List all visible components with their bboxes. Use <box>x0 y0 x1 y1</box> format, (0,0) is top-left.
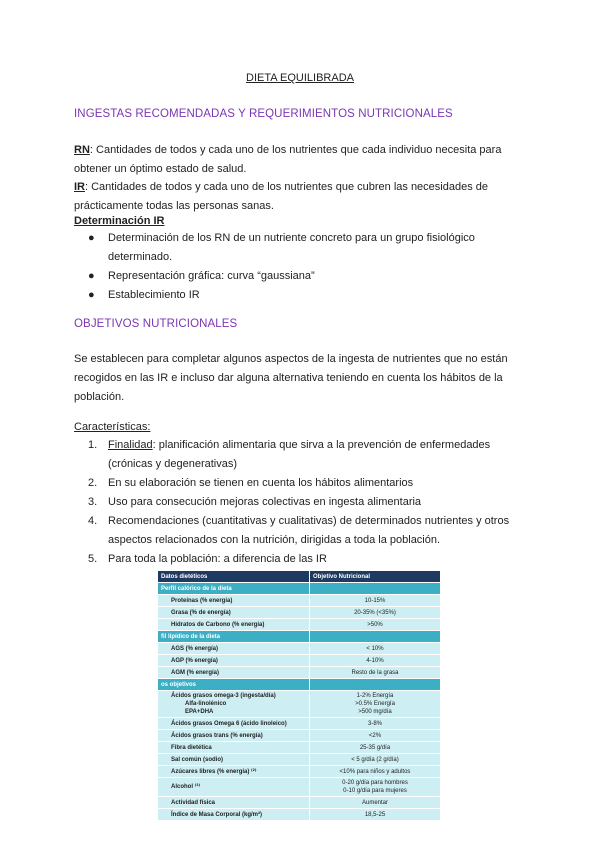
list-item: 5. Para toda la población: a diferencia de las IR <box>88 553 327 565</box>
table-row: Grasa (% de energía) 20-35% (<35%) <box>158 607 441 619</box>
table-header-cell: Objetivo Nutricional <box>310 571 441 583</box>
rn-label: RN <box>74 144 90 156</box>
table-header-cell: Datos dietéticos <box>158 571 310 583</box>
table-row: Actividad física Aumentar <box>158 797 441 809</box>
caracteristicas-label: Características: <box>74 421 151 433</box>
section-label: os objetivos <box>158 679 310 691</box>
table-row: Índice de Masa Corporal (kg/m²) 18,5-25 <box>158 809 441 821</box>
table-row: Azúcares libres (% energía) ⁽²⁾ <10% para niños y adultos <box>158 766 441 778</box>
list-item: ● Establecimiento IR <box>88 286 528 305</box>
section-heading-objetivos: OBJETIVOS NUTRICIONALES <box>74 318 238 330</box>
determinacion-label: Determinación IR <box>74 215 165 227</box>
table-row: AGM (% energía) Resto de la grasa <box>158 667 441 679</box>
section-label: Perfil calórico de la dieta <box>158 583 310 595</box>
bullet-icon: ● <box>88 270 95 282</box>
list-item: 3. Uso para consecución mejoras colectivas en ingesta alimentaria <box>88 496 422 508</box>
ir-label: IR <box>74 181 85 193</box>
nutritional-objectives-table <box>157 570 441 821</box>
ir-text: : Cantidades de todos y cada uno de los nutrientes que cubren las necesidades de prácticamente todas las personas sanas. <box>74 181 488 212</box>
table-row: Sal común (sodio) < 5 g/día (2 g/día) <box>158 754 441 766</box>
document-title: DIETA EQUILIBRADA <box>246 72 354 84</box>
table-row-omega3: Ácidos grasos omega-3 (ingesta/día) Alfa-linolénico EPA+DHA 1-2% Energía >0.5% Energía >500 mg/día <box>158 691 441 718</box>
bullet-icon: ● <box>88 289 95 301</box>
table-row: Hidratos de Carbono (% energía) >50% <box>158 619 441 631</box>
list-item: 2. En su elaboración se tienen en cuenta los hábitos alimentarios <box>88 477 414 489</box>
table-row: Fibra dietética 25-35 g/día <box>158 742 441 754</box>
section-label: fil lipídico de la dieta <box>158 631 310 643</box>
ir-definition <box>74 178 524 216</box>
determinacion-list <box>88 229 528 305</box>
list-item: 4. Recomendaciones (cuantitativas y cualitativas) de determinados nutrientes y otros aspectos relacionados con la nutrición, dirigidas a toda la población. <box>88 515 510 546</box>
bullet-icon: ● <box>88 232 95 244</box>
list-item: ● Determinación de los RN de un nutriente concreto para un grupo fisiológico determinado. <box>88 229 528 267</box>
caracteristicas-list <box>88 436 528 569</box>
table-row: Proteínas (% energía) 10-15% <box>158 595 441 607</box>
section-heading-ingestas: INGESTAS RECOMENDADAS Y REQUERIMIENTOS NUTRICIONALES <box>74 108 453 120</box>
table-row: Ácidos grasos Omega 6 (ácido linoleico) 3-8% <box>158 718 441 730</box>
table-row: Ácidos grasos trans (% energía) <2% <box>158 730 441 742</box>
table-header-row <box>158 571 441 583</box>
table-row-alcohol: Alcohol ⁽³⁾ 0-20 g/día para hombres 0-10 g/día para mujeres <box>158 778 441 797</box>
list-item: 1. Finalidad: planificación alimentaria que sirva a la prevención de enfermedades (crónicas y degenerativas) <box>88 439 491 470</box>
table-section-row <box>158 631 441 643</box>
table-section-row <box>158 679 441 691</box>
list-item: ● Representación gráfica: curva “gaussiana” <box>88 267 528 286</box>
rn-definition <box>74 141 524 179</box>
table-section-row <box>158 583 441 595</box>
caracteristicas-heading <box>74 418 524 437</box>
table-row: AGS (% energía) < 10% <box>158 643 441 655</box>
objetivos-intro: Se establecen para completar algunos aspectos de la ingesta de nutrientes que no están recogidos en las IR e incluso dar alguna alternativa teniendo en cuenta los hábitos de la población. <box>74 353 508 403</box>
table-row: AGP (% energía) 4-10% <box>158 655 441 667</box>
rn-text: : Cantidades de todos y cada uno de los nutrientes que cada individuo necesita para obtener un óptimo estado de salud. <box>74 144 502 175</box>
